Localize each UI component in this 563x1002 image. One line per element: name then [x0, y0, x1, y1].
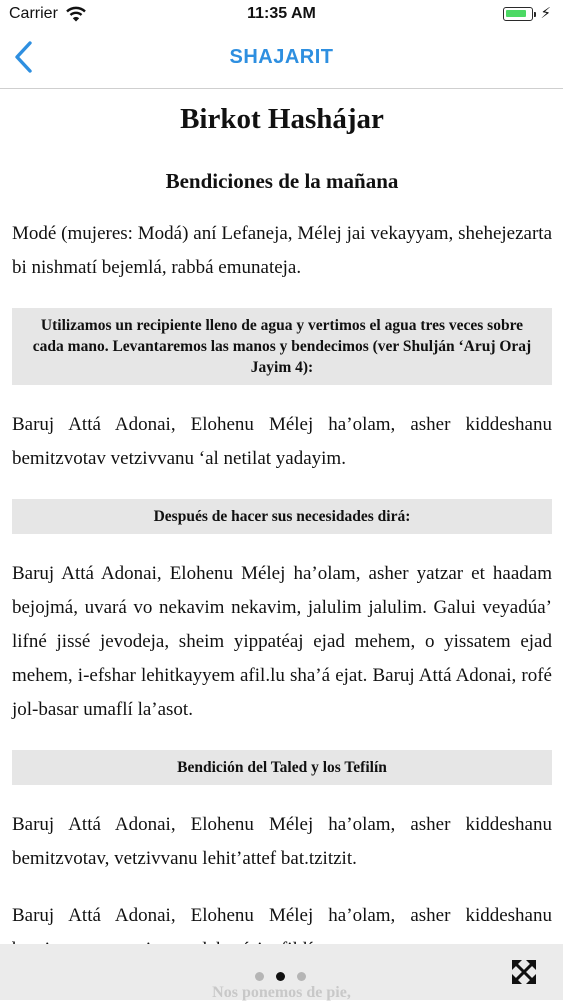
carrier-label: Carrier [9, 5, 58, 22]
next-page-peek: Nos ponemos de pie, [212, 984, 351, 1001]
prayer-paragraph: Baruj Attá Adonai, Elohenu Mélej ha’olam, asher kiddeshanu bemitzvotav, vetzivvanu lehit’attef bat.tzitzit. [12, 814, 552, 869]
instruction-note: Utilizamos un recipiente lleno de agua y vertimos el agua tres veces sobre cada mano. Levantaremos las manos y bendecimos (ver Shulján ‘Aruj Oraj Jayim 4): [12, 308, 552, 385]
page-title: Birkot Hashájar [180, 103, 384, 135]
prayer-paragraph: Modé (mujeres: Modá) aní Lefaneja, Mélej jai vekayyam, shehejezarta bi nishmatí bejemlá, rabbá emunateja. [12, 223, 552, 278]
page-dot[interactable] [297, 972, 306, 981]
status-time: 11:35 AM [247, 5, 316, 22]
battery-level [506, 10, 526, 17]
prayer-paragraph: Baruj Attá Adonai, Elohenu Mélej ha’olam, asher kiddeshanu [12, 905, 552, 926]
bottom-toolbar [0, 944, 563, 1000]
nav-title: SHAJARIT [229, 46, 334, 68]
page-indicator[interactable] [255, 972, 306, 981]
prayer-content [12, 88, 552, 967]
prayer-paragraph: Baruj Attá Adonai, Elohenu Mélej ha’olam, asher yatzar et haadam bejojmá, uvará vo nekavim nekavim, jalulim jalulim. Galui veyadúa’ lifné jissé jevodeja, sheim yippatéaj ejad mehem, o yissatem ejad mehem, i-efshar lehitkayyem afil.lu sha’á ejat. Baruj Attá Adonai, rofé jol-basar umaflí la’asot. [12, 563, 552, 720]
section-header-note: Bendición del Taled y los Tefilín [12, 750, 552, 785]
charging-bolt-icon: ⚡︎ [540, 5, 551, 22]
status-bar [0, 0, 563, 30]
instruction-note: Después de hacer sus necesidades dirá: [12, 499, 552, 534]
prayer-paragraph: Baruj Attá Adonai, Elohenu Mélej ha’olam, asher kiddeshanu bemitzvotav vetzivvanu ‘al netilat yadayim. [12, 414, 552, 469]
page-dot-active[interactable] [276, 972, 285, 981]
page-dot[interactable] [255, 972, 264, 981]
battery-icon [503, 7, 533, 21]
navigation-bar [0, 30, 563, 89]
section-subtitle: Bendiciones de la mañana [165, 169, 399, 193]
expand-arrows-icon[interactable] [510, 958, 538, 991]
